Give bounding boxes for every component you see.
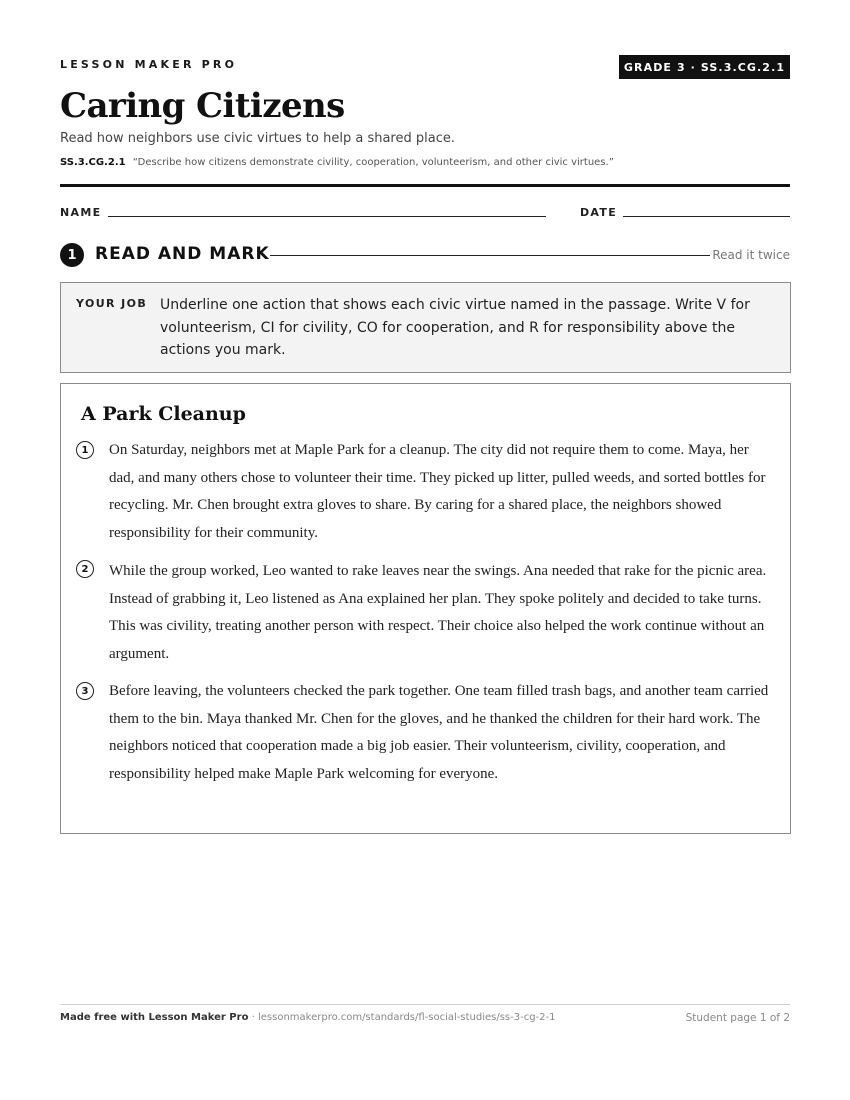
footer-credit — [60, 1012, 556, 1023]
paragraph-2: While the group worked, Leo wanted to rake leaves near the swings. Ana needed that rake for the picnic area. Instead of grabbing it, Leo listened as Ana explained her plan. They spoke politely and decided to take turns. This was civility, treating another person with respect. Their choice also helped the work continue without an argument. — [109, 563, 767, 662]
section-number-badge: 1 — [60, 243, 84, 267]
page-title: Caring Citizens — [60, 86, 345, 126]
footer-url[interactable]: · lessonmakerpro.com/standards/fl-social-studies/ss-3-cg-2-1 — [248, 1012, 556, 1023]
brand-label: LESSON MAKER PRO — [60, 58, 238, 71]
footer-divider — [60, 1004, 790, 1005]
paragraph-1: On Saturday, neighbors met at Maple Park for a cleanup. The city did not require them to come. Maya, her dad, and many others chose to volunteer their time. They picked up litter, pulled weeds, and sorted bottles for recycling. Mr. Chen brought extra gloves to share. By caring for a shared place, the neighbors showed responsibility for their community. — [109, 442, 766, 541]
job-box — [60, 282, 791, 373]
section-title: READ AND MARK — [95, 244, 270, 264]
date-field[interactable] — [623, 216, 790, 217]
paragraph-3: Before leaving, the volunteers checked the park together. One team filled trash bags, and another team carried them to the bin. Maya thanked Mr. Chen for the gloves, and he thanked the children for their hard work. The neighbors noticed that cooperation made a big job easier. Their volunteerism, civility, cooperation, and responsibility helped make Maple Park welcoming for everyone. — [109, 683, 769, 782]
job-label: YOUR JOB — [76, 297, 148, 310]
header-divider — [60, 184, 790, 187]
name-label: NAME — [60, 206, 102, 219]
section-divider — [270, 255, 710, 256]
name-field[interactable] — [108, 216, 546, 217]
footer-made-with: Made free with Lesson Maker Pro — [60, 1012, 249, 1023]
paragraph-number-2: 2 — [76, 560, 94, 578]
grade-badge: GRADE 3 · SS.3.CG.2.1 — [619, 55, 790, 79]
section-hint: Read it twice — [712, 248, 790, 262]
date-label: DATE — [580, 206, 618, 219]
page-subtitle: Read how neighbors use civic virtues to help a shared place. — [60, 131, 455, 146]
passage-title: A Park Cleanup — [81, 403, 246, 425]
job-instructions: Underline one action that shows each civic virtue named in the passage. Write V for volunteerism, CI for civility, CO for cooperation, and R for responsibility above the actions you mark. — [160, 297, 750, 358]
standard-line — [60, 157, 614, 168]
standard-code: SS.3.CG.2.1 — [60, 157, 126, 168]
passage-box — [60, 383, 791, 834]
paragraph-number-1: 1 — [76, 441, 94, 459]
footer-page-number: Student page 1 of 2 — [685, 1012, 790, 1024]
paragraph-number-3: 3 — [76, 682, 94, 700]
standard-text: “Describe how citizens demonstrate civility, cooperation, volunteerism, and other civic virtues.” — [132, 157, 614, 168]
